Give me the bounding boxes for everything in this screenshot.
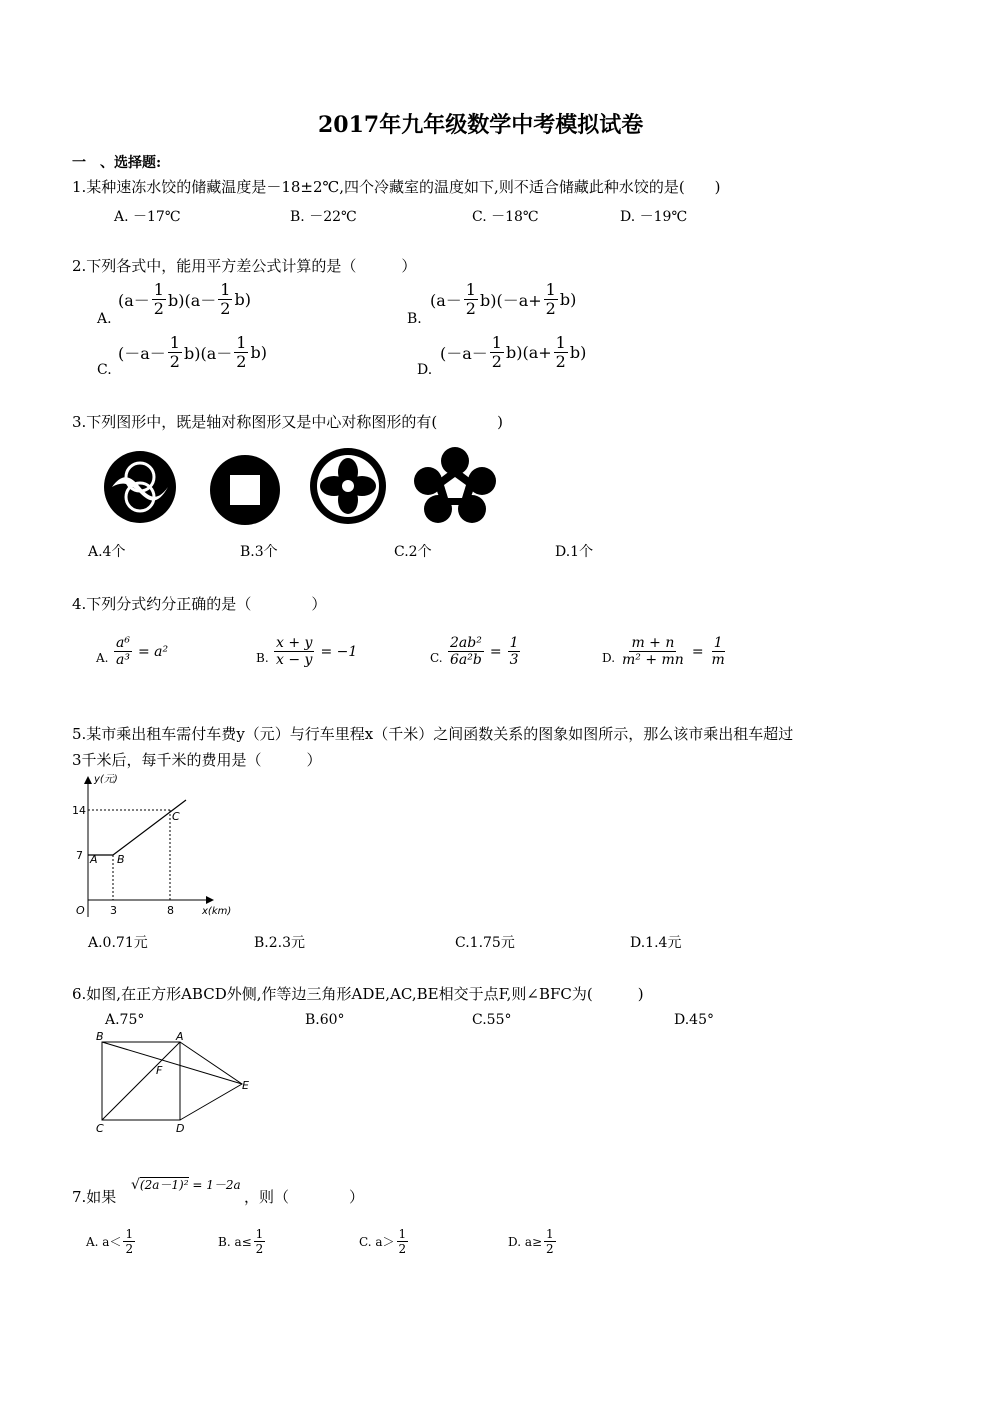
vertex-label: F <box>156 1064 163 1077</box>
origin-label: O <box>76 904 85 917</box>
y-tick-label: 14 <box>72 804 86 817</box>
fraction-numerator: 1 <box>546 1227 554 1241</box>
fraction-denominator: 2 <box>255 1242 264 1256</box>
fare-line <box>88 800 186 855</box>
equation-rhs: = 1－2a <box>192 1178 241 1192</box>
y-tick-label: 7 <box>76 849 83 862</box>
expr-part: (a－ <box>118 291 150 310</box>
question-3-text: 3.下列图形中，既是轴对称图形又是中心对称图形的有( ) <box>72 413 504 431</box>
fraction-denominator: 2 <box>169 352 180 371</box>
question-7-equation <box>131 1176 241 1193</box>
fraction <box>168 335 182 370</box>
fraction-numerator: 1 <box>236 333 247 352</box>
question-5-graph <box>68 772 238 922</box>
vertex-label: B <box>96 1030 104 1043</box>
question-4-label-c: C. <box>430 651 443 665</box>
radicand: (2a－1)² <box>139 1178 189 1192</box>
expr-part: b)(a－ <box>183 344 233 363</box>
fraction-denominator: 2 <box>546 1242 554 1256</box>
question-5-option-c: C.1.75元 <box>455 935 515 951</box>
expr-part: b) <box>569 343 587 362</box>
yin-yang-like-circle-icon <box>104 451 176 523</box>
fraction-denominator: a³ <box>116 652 130 668</box>
expr-part: b)(a－ <box>167 291 217 310</box>
expr-part: b) <box>234 290 251 309</box>
question-2-label-c: C. <box>97 362 112 378</box>
question-7-option-a <box>86 1228 137 1255</box>
option-label: C. a＞ <box>359 1235 395 1249</box>
fraction-denominator: 2 <box>555 352 566 371</box>
expr-part: (－a－ <box>118 344 166 363</box>
question-2-label-b: B. <box>407 311 422 327</box>
x-axis-label: x(km) <box>202 906 232 917</box>
question-7-option-b <box>218 1228 267 1255</box>
fraction <box>464 282 478 317</box>
fraction <box>710 636 727 667</box>
sqrt-icon: √ <box>131 1177 140 1193</box>
question-1-option-a: A. －17℃ <box>114 209 181 225</box>
fraction-numerator: m + n <box>631 635 675 651</box>
question-1-option-b: B. －22℃ <box>290 209 357 225</box>
fraction <box>152 282 166 317</box>
fraction <box>397 1228 409 1255</box>
fraction-numerator: 1 <box>169 333 180 352</box>
fraction <box>274 636 314 667</box>
fraction-numerator: 1 <box>491 333 502 352</box>
question-5-text-line1: 5.某市乘出租车需付车费y（元）与行车里程x（千米）之间函数关系的图象如图所示，那么该市乘出租车超过 <box>72 725 794 743</box>
question-6-option-a: A.75° <box>105 1012 145 1028</box>
question-2-expression-a <box>118 282 251 317</box>
question-4-label-a: A. <box>96 651 109 665</box>
fraction-numerator: x + y <box>276 635 313 651</box>
question-5-option-b: B.2.3元 <box>254 935 306 951</box>
fraction-numerator: 1 <box>555 333 566 352</box>
fraction-numerator: 1 <box>220 280 231 299</box>
vertex-label: E <box>242 1079 249 1092</box>
question-7-option-c <box>359 1228 410 1255</box>
fraction <box>254 1228 266 1255</box>
fraction-numerator: 1 <box>153 280 164 299</box>
question-2-label-a: A. <box>97 311 112 327</box>
question-2-expression-d <box>440 335 586 370</box>
question-1-option-d: D. －19℃ <box>620 209 688 225</box>
question-5-text-line2: 3千米后，每千米的费用是（ ） <box>72 751 322 769</box>
question-2-expression-b <box>430 282 576 317</box>
fraction <box>218 282 232 317</box>
fraction-numerator: 1 <box>255 1227 264 1241</box>
expr-part: b) <box>250 343 267 362</box>
fraction <box>490 335 504 370</box>
point-label: C <box>172 810 180 823</box>
fraction-denominator: 2 <box>153 299 164 318</box>
question-2-text: 2.下列各式中，能用平方差公式计算的是（ ） <box>72 257 417 275</box>
fraction <box>544 282 558 317</box>
question-7-option-d <box>508 1228 558 1255</box>
fraction-denominator: m <box>711 652 725 668</box>
question-3-option-d: D.1个 <box>555 544 594 560</box>
point-label: A <box>90 853 98 866</box>
fraction-numerator: 2ab² <box>450 635 482 651</box>
section-heading: 一 、选择题: <box>72 155 162 171</box>
vertex-label: C <box>96 1122 104 1135</box>
fraction-numerator: 1 <box>509 635 519 651</box>
fraction-denominator: m² + mn <box>622 652 684 668</box>
expr-rhs: = a² <box>137 643 169 660</box>
fraction-numerator: 1 <box>398 1227 407 1241</box>
option-label: D. a≥ <box>508 1234 543 1249</box>
question-4-label-b: B. <box>256 651 269 665</box>
fraction-denominator: 6a²b <box>450 652 482 668</box>
question-1-text: 1.某种速冻水饺的储藏温度是－18±2℃,四个冷藏室的温度如下,则不适合储藏此种水饺的是( ) <box>72 178 721 196</box>
fraction-denominator: 2 <box>491 352 502 371</box>
fraction-denominator: 2 <box>398 1242 407 1256</box>
expr-rhs: = −1 <box>320 643 358 660</box>
question-2-expression-c <box>118 335 267 370</box>
fraction-numerator: a⁶ <box>116 635 130 651</box>
option-label: A. a＜ <box>86 1235 122 1249</box>
fraction-denominator: 2 <box>545 299 556 318</box>
fraction <box>114 636 132 667</box>
vertex-label: D <box>176 1122 185 1135</box>
expr-part: b)(－a+ <box>479 291 542 310</box>
fraction <box>544 1228 556 1255</box>
coin-with-square-hole-icon <box>210 455 280 525</box>
x-tick-label: 3 <box>110 904 117 917</box>
question-4-option-c: $\frac{\text{2ab²}}{\text{6a²b}}$ = $\frac{1}{3}$ <box>450 635 519 668</box>
fraction <box>554 335 568 370</box>
pentagon-flower-icon <box>414 447 496 523</box>
fraction-denominator: 2 <box>220 299 231 318</box>
fraction-numerator: 1 <box>125 1227 134 1241</box>
question-5-option-a: A.0.71元 <box>88 935 148 951</box>
fraction-numerator: 1 <box>545 280 556 299</box>
question-4-option-a <box>112 636 168 667</box>
expr-part: (a－ <box>430 291 462 310</box>
fraction-denominator: 2 <box>465 299 476 318</box>
fraction-denominator: 2 <box>125 1242 134 1256</box>
expr-part: b)(a+ <box>505 343 552 362</box>
fraction <box>620 636 686 667</box>
fraction-numerator: 1 <box>465 280 476 299</box>
question-4-label-d: D. <box>602 651 616 665</box>
question-3-option-c: C.2个 <box>394 544 432 560</box>
fraction-numerator: 1 <box>713 635 723 651</box>
question-4-option-b <box>272 636 357 667</box>
x-tick-label: 8 <box>167 904 174 917</box>
fraction-denominator: 3 <box>509 652 519 668</box>
expr-part: (－a－ <box>440 344 488 363</box>
option-label: B. a≤ <box>218 1234 252 1249</box>
point-label: B <box>117 853 125 866</box>
question-4-text: 4.下列分式约分正确的是（ ） <box>72 595 327 613</box>
question-7-suffix: ，则（ ） <box>244 1188 365 1206</box>
question-5-option-d: D.1.4元 <box>630 935 682 951</box>
expr-part: b) <box>559 290 577 309</box>
question-6-option-c: C.55° <box>472 1012 512 1028</box>
fraction <box>123 1228 135 1255</box>
question-6-option-b: B.60° <box>305 1012 345 1028</box>
question-2-label-d: D. <box>417 362 433 378</box>
question-3-figures <box>100 443 500 528</box>
page-title: 2017年九年级数学中考模拟试卷 <box>318 112 644 138</box>
question-1-option-c: C. －18℃ <box>472 209 539 225</box>
fraction-denominator: x − y <box>276 652 313 668</box>
y-axis-label: y(元) <box>94 774 118 785</box>
fraction-denominator: 2 <box>236 352 247 371</box>
fraction <box>234 335 248 370</box>
question-3-option-b: B.3个 <box>240 544 278 560</box>
question-4-option-d: $\frac{m + n}{\text{m² + mn}}$ = $\frac{1}{m}$ <box>622 635 725 668</box>
question-3-option-a: A.4个 <box>88 544 126 560</box>
question-6-text: 6.如图,在正方形ABCD外侧,作等边三角形ADE,AC,BE相交于点F,则∠BFC为( ) <box>72 985 644 1003</box>
fraction <box>448 636 484 667</box>
four-petal-circle-icon <box>310 448 386 524</box>
question-6-option-d: D.45° <box>674 1012 714 1028</box>
question-6-figure <box>92 1030 257 1140</box>
question-7-prefix: 7.如果 <box>72 1188 117 1206</box>
fraction <box>508 636 521 667</box>
vertex-label: A <box>176 1030 184 1043</box>
